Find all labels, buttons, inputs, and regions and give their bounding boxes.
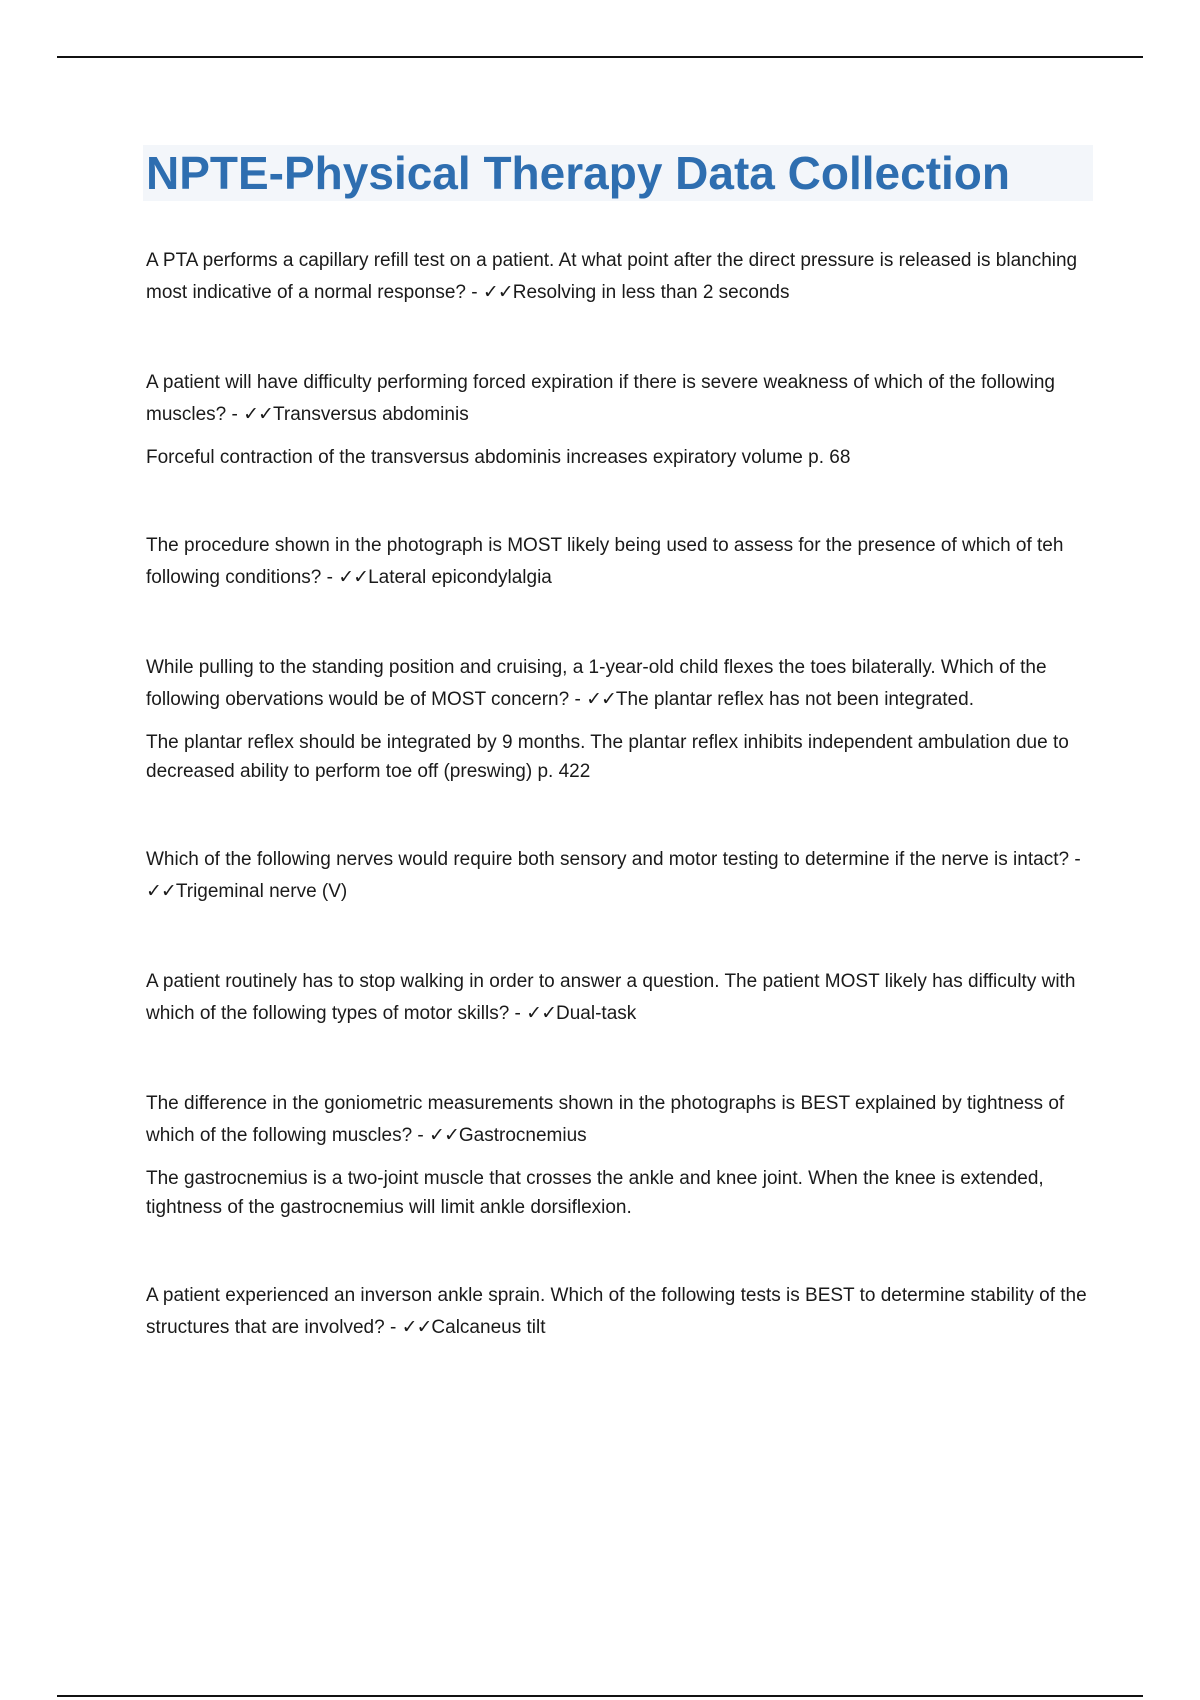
- explanation-note: The gastrocnemius is a two-joint muscle that crosses the ankle and knee joint. When the knee is extended, tightness of the gastrocnemius will limit ankle dorsiflexion.: [146, 1168, 1044, 1218]
- separator: -: [509, 1003, 527, 1024]
- qa-item-1: [146, 245, 1096, 309]
- answer-text: Transversus abdominis: [272, 404, 469, 425]
- qa-line: [146, 844, 1096, 908]
- check-mark-icon: ✓✓: [243, 404, 273, 425]
- separator: -: [321, 567, 339, 588]
- qa-line: [146, 367, 1096, 431]
- qa-item-8: [146, 1280, 1096, 1344]
- qa-line: [146, 1088, 1096, 1152]
- explanation-note: Forceful contraction of the transversus abdominis increases expiratory volume p. 68: [146, 447, 851, 468]
- check-mark-icon: ✓✓: [586, 689, 616, 710]
- separator: -: [569, 689, 587, 710]
- question-text: The difference in the goniometric measurements shown in the photographs is BEST explained by tightness of which of the following muscles?: [146, 1093, 1065, 1146]
- page-title: NPTE-Physical Therapy Data Collection: [146, 147, 1011, 199]
- top-rule: [57, 56, 1143, 58]
- qa-list: [146, 245, 1096, 1344]
- check-mark-icon: ✓✓: [401, 1317, 432, 1338]
- answer-text: The plantar reflex has not been integrated.: [615, 689, 974, 710]
- qa-item-7: [146, 1088, 1096, 1222]
- question-text: A PTA performs a capillary refill test on a patient. At what point after the direct pressure is released is blanching most indicative of a normal response?: [146, 250, 1078, 303]
- answer-text: Trigeminal nerve (V): [175, 881, 348, 902]
- check-mark-icon: ✓✓: [429, 1125, 459, 1146]
- answer-text: Resolving in less than 2 seconds: [512, 282, 790, 303]
- answer-text: Lateral epicondylalgia: [368, 567, 552, 588]
- separator: -: [1069, 849, 1081, 870]
- separator: -: [466, 282, 483, 303]
- bottom-rule: [57, 1695, 1143, 1697]
- qa-item-3: [146, 530, 1096, 594]
- qa-line: [146, 1280, 1096, 1344]
- explanation-note: The plantar reflex should be integrated by 9 months. The plantar reflex inhibits independent ambulation due to decreased ability to perform toe off (preswing) p. 422: [146, 732, 1069, 782]
- question-text: While pulling to the standing position and cruising, a 1-year-old child flexes the toes bilaterally. Which of the following obervations would be of MOST concern?: [146, 657, 1047, 710]
- question-text: A patient experienced an inverson ankle sprain. Which of the following tests is BEST to determine stability of the structures that are involved?: [146, 1285, 1087, 1338]
- qa-item-2: [146, 367, 1096, 472]
- qa-line: [146, 652, 1096, 716]
- question-text: A patient routinely has to stop walking in order to answer a question. The patient MOST likely has difficulty with which of the following types of motor skills?: [146, 971, 1076, 1024]
- question-text: A patient will have difficulty performing forced expiration if there is severe weakness of which of the following muscles?: [146, 372, 1055, 425]
- question-text: Which of the following nerves would require both sensory and motor testing to determine if the nerve is intact?: [146, 849, 1070, 870]
- question-text: The procedure shown in the photograph is MOST likely being used to assess for the presence of which of teh following conditions?: [146, 535, 1064, 588]
- separator: -: [412, 1125, 430, 1146]
- qa-item-5: [146, 844, 1096, 908]
- check-mark-icon: ✓✓: [146, 881, 176, 902]
- qa-line: [146, 966, 1096, 1030]
- qa-line: [146, 245, 1096, 309]
- answer-text: Calcaneus tilt: [431, 1317, 546, 1338]
- separator: -: [384, 1317, 402, 1338]
- answer-text: Gastrocnemius: [458, 1125, 587, 1146]
- separator: -: [226, 404, 244, 425]
- qa-item-4: [146, 652, 1096, 786]
- qa-line: [146, 530, 1096, 594]
- check-mark-icon: ✓✓: [526, 1003, 557, 1024]
- answer-text: Dual-task: [556, 1003, 637, 1024]
- check-mark-icon: ✓✓: [482, 282, 513, 303]
- check-mark-icon: ✓✓: [338, 567, 369, 588]
- qa-item-6: [146, 966, 1096, 1030]
